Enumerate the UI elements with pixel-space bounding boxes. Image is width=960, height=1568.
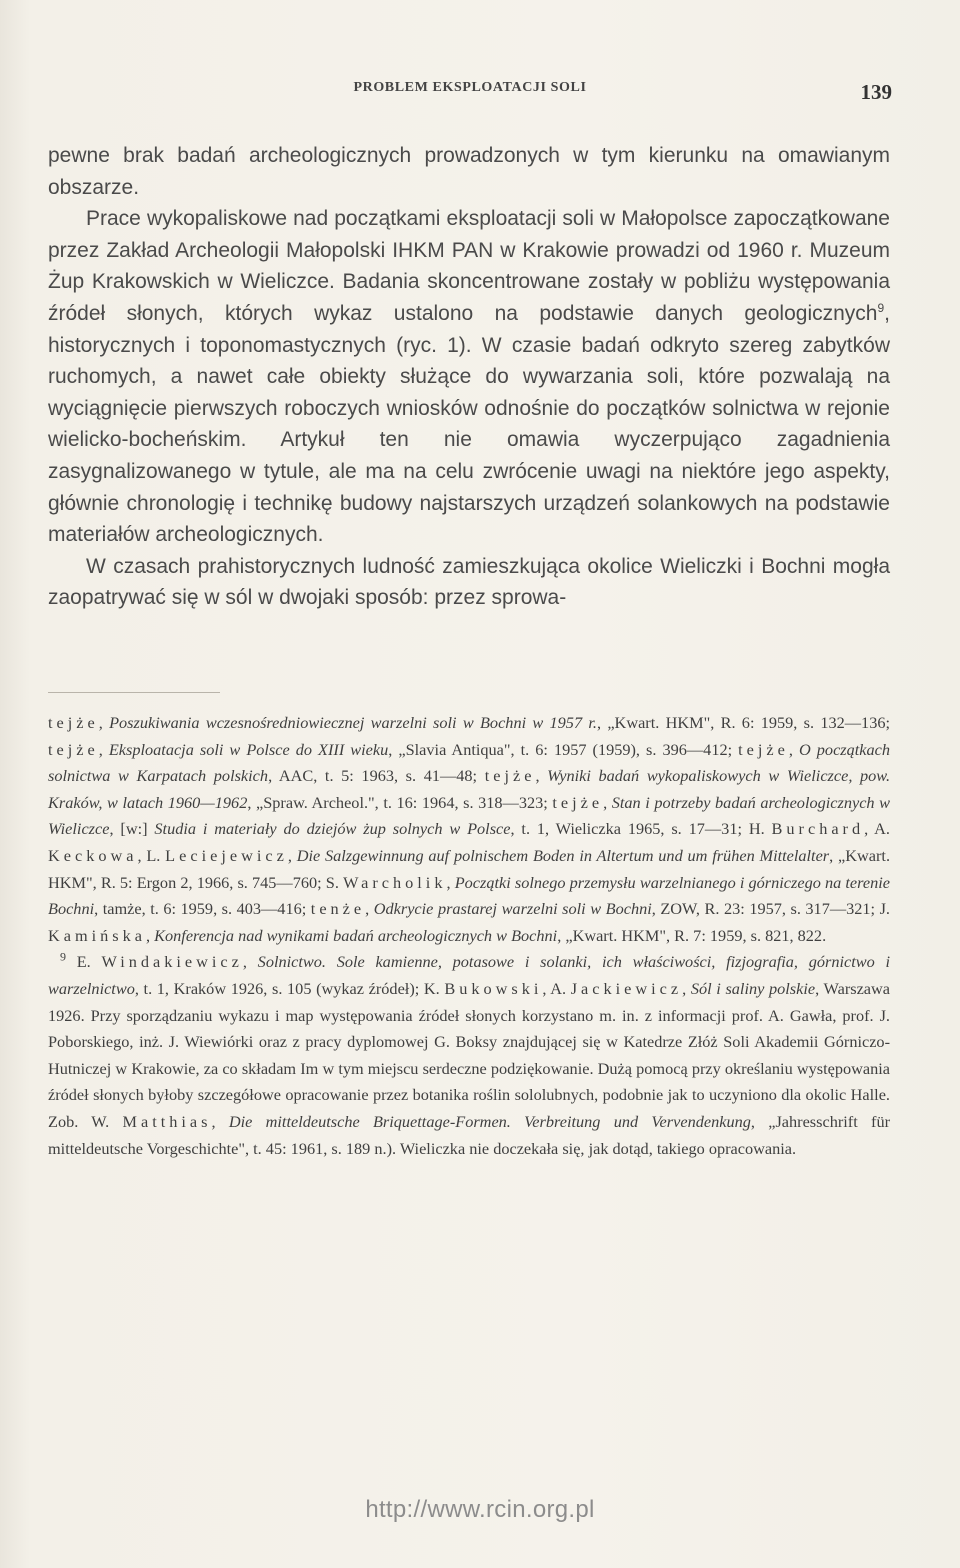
paragraph-3 <box>48 551 890 614</box>
work-title: O początkach solnictwa w Karpatach polskich <box>48 739 891 786</box>
work-title: Początki solnego przemysłu warzelnianego i górniczego na terenie Bochni <box>48 872 891 919</box>
fn-text: , „Kwart. HKM", R. 7: 1959, s. 821, 822. <box>557 925 827 945</box>
fn-text: , Warszawa 1926. Przy sporządzaniu wykazu i map występowania źródeł słonych korzystano m. in. z informacji prof. A. Gawła, prof. J. Poborskiego, inż. J. Wiewiórki oraz z pracy dyplomowej G. Boksy znajdującej się w Katedrze Złóż Soli Akademii Górniczo-Hutniczej w Krakowie, za co składam Im w tym miejscu serdeczne podziękowanie. Dużą pomocą przy określaniu występowania źródeł słonych byłoby szczegółowe opracowanie przez botanika roślin sololubnych, podobnie jak to uczyniono dla okolic Halle. Zob. W. <box>48 978 891 1131</box>
work-title: Studia i materiały do dziejów żup solnych w Polsce <box>154 819 511 839</box>
work-title: Die Salzgewinnung auf polnischem Boden in Altertum und um frühen Mittelalter <box>296 845 830 865</box>
author-name: tejże <box>48 739 99 759</box>
fn-text: , „Jahresschrift für mitteldeutsche Vorgeschichte", t. 45: 1961, s. 189 n.). Wieliczka nie doczekała się, jak dotąd, takiego opracowania. <box>48 1111 891 1158</box>
paragraph-1 <box>48 140 890 203</box>
fn-text: , tamże, t. 6: 1959, s. 403—416; <box>94 899 311 919</box>
work-title: Eksploatacja soli w Polsce do XIII wieku <box>108 739 389 759</box>
author-name: Jackiewicz <box>570 978 683 998</box>
fn-text: E. <box>66 952 102 972</box>
fn-text: , <box>535 766 548 786</box>
author-name: tejże <box>48 713 99 732</box>
fn-text: , L. <box>137 845 166 865</box>
paragraph-2 <box>48 203 890 551</box>
author-name: Windakiewicz <box>101 952 243 972</box>
work-title: Odkrycie prastarej warzelni soli w Bochni <box>373 899 652 919</box>
fn-text: , [w:] <box>109 819 155 839</box>
fn-text: , <box>788 739 799 759</box>
fn-text: , <box>603 792 612 812</box>
work-title: Wyniki badań wykopaliskowych w Wieliczce, pow. Kraków, w latach 1960—1962 <box>48 766 891 812</box>
author-name: Kamińska <box>48 925 147 945</box>
fn-text: , <box>98 739 109 759</box>
page-header <box>48 76 892 106</box>
author-name: Leciejewicz <box>165 845 288 865</box>
source-url-watermark: http://www.rcin.org.pl <box>365 1496 595 1523</box>
fn-text: , <box>242 952 258 972</box>
footnotes <box>48 710 890 1162</box>
author-name: tenże <box>310 899 366 919</box>
fn-text: , A. <box>542 978 571 998</box>
footnote-mark: 9 <box>60 949 66 964</box>
fn-text: , <box>682 978 691 998</box>
fn-text: , AAC, t. 5: 1963, s. 41—48; <box>268 766 485 786</box>
paragraph-2-text-b: , historycznych i toponomastycznych (ryc. 1). W czasie badań odkryto szereg zabytków ruchomych, a nawet całe obiekty służące do wywarzania soli, które pozwalają na wyciągnięcie pierwszych roboczych wniosków odnośnie do początków solnictwa w rejonie wielicko-bocheńskim. Artykuł ten nie omawia wyczerpująco zagadnienia zasygnalizowanego w tytule, ale ma na celu zwrócenie uwagi na niektóre jego aspekty, głównie chronologię i technikę budowy najstarszych urządzeń solankowych na podstawie materiałów archeologicznych. <box>48 301 890 547</box>
fn-text: , <box>146 925 155 945</box>
fn-text: , „Kwart. HKM", R. 5: Ergon 2, 1966, s. 745—760; S. <box>48 845 891 892</box>
page-number: 139 <box>860 80 892 104</box>
fn-text: , A. <box>864 819 890 839</box>
fn-text: , t. 1, Wieliczka 1965, s. 17—31; H. <box>510 819 772 839</box>
fn-text: , „Kwart. HKM", R. 6: 1959, s. 132—136; <box>596 713 890 732</box>
author-name: tejże <box>552 792 604 812</box>
fn-text: , <box>446 872 455 892</box>
footnote-ref-9: 9 <box>877 300 885 315</box>
footnote-8 <box>48 710 890 949</box>
fn-text: , <box>211 1111 229 1131</box>
work-title: Solnictwo. Sole kamienne, potasowe i solanki, ich właściwości, fizjografia, górnictwo i warzelnictwo <box>48 952 891 998</box>
author-name: Matthias <box>122 1111 212 1131</box>
main-text <box>48 140 890 614</box>
fn-text: , <box>98 713 110 732</box>
fn-text: , ZOW, R. 23: 1957, s. 317—321; J. <box>651 899 891 919</box>
footnote-9 <box>48 949 890 1162</box>
author-name: Burchard <box>771 819 865 839</box>
fn-text: , t. 1, Kraków 1926, s. 105 (wykaz źródeł); K. <box>134 978 445 998</box>
work-title: Konferencja nad wynikami badań archeologicznych w Bochni <box>154 925 558 945</box>
author-name: Bukowski <box>444 978 543 998</box>
paragraph-1-text: pewne brak badań archeologicznych prowadzonych w tym kierunku na omawianym obszarze. <box>48 144 890 199</box>
author-name: tejże <box>484 766 536 786</box>
work-title: Poszukiwania wczesnośredniowiecznej warzelni soli w Bochni w 1957 r. <box>109 713 597 732</box>
fn-text: , <box>287 845 297 865</box>
paragraph-3-text: W czasach prahistorycznych ludność zamieszkująca okolice Wieliczki i Bochni mogła zaopatrywać się w sól w dwojaki sposób: przez sprowa- <box>48 554 890 610</box>
fn-text: , <box>365 899 374 919</box>
paragraph-2-text-a: Prace wykopaliskowe nad początkami eksploatacji soli w Małopolsce zapoczątkowane przez Zakład Archeologii Małopolski IHKM PAN w Krakowie prowadzi od 1960 r. Muzeum Żup Krakowskich w Wieliczce. Badania skoncentrowane zostały w pobliżu występowania źródeł słonych, których wykaz ustalono na podstawie danych geologicznych <box>48 207 890 325</box>
work-title: Stan i potrzeby badań archeologicznych w Wieliczce <box>48 792 891 839</box>
fn-text: , „Spraw. Archeol.", t. 16: 1964, s. 318—323; <box>247 792 553 812</box>
author-name: Warcholik <box>343 872 447 892</box>
running-title: PROBLEM EKSPLOATACJI SOLI <box>353 80 587 95</box>
author-name: tejże <box>738 739 789 759</box>
fn-text: , „Slavia Antiqua", t. 6: 1957 (1959), s. 396—412; <box>388 739 739 759</box>
footnote-divider <box>48 692 220 693</box>
author-name: Keckowa <box>48 845 138 865</box>
work-title: Sól i saliny polskie <box>690 978 816 998</box>
work-title: Die mitteldeutsche Briquettage-Formen. Verbreitung und Vervendenkung <box>228 1111 751 1131</box>
